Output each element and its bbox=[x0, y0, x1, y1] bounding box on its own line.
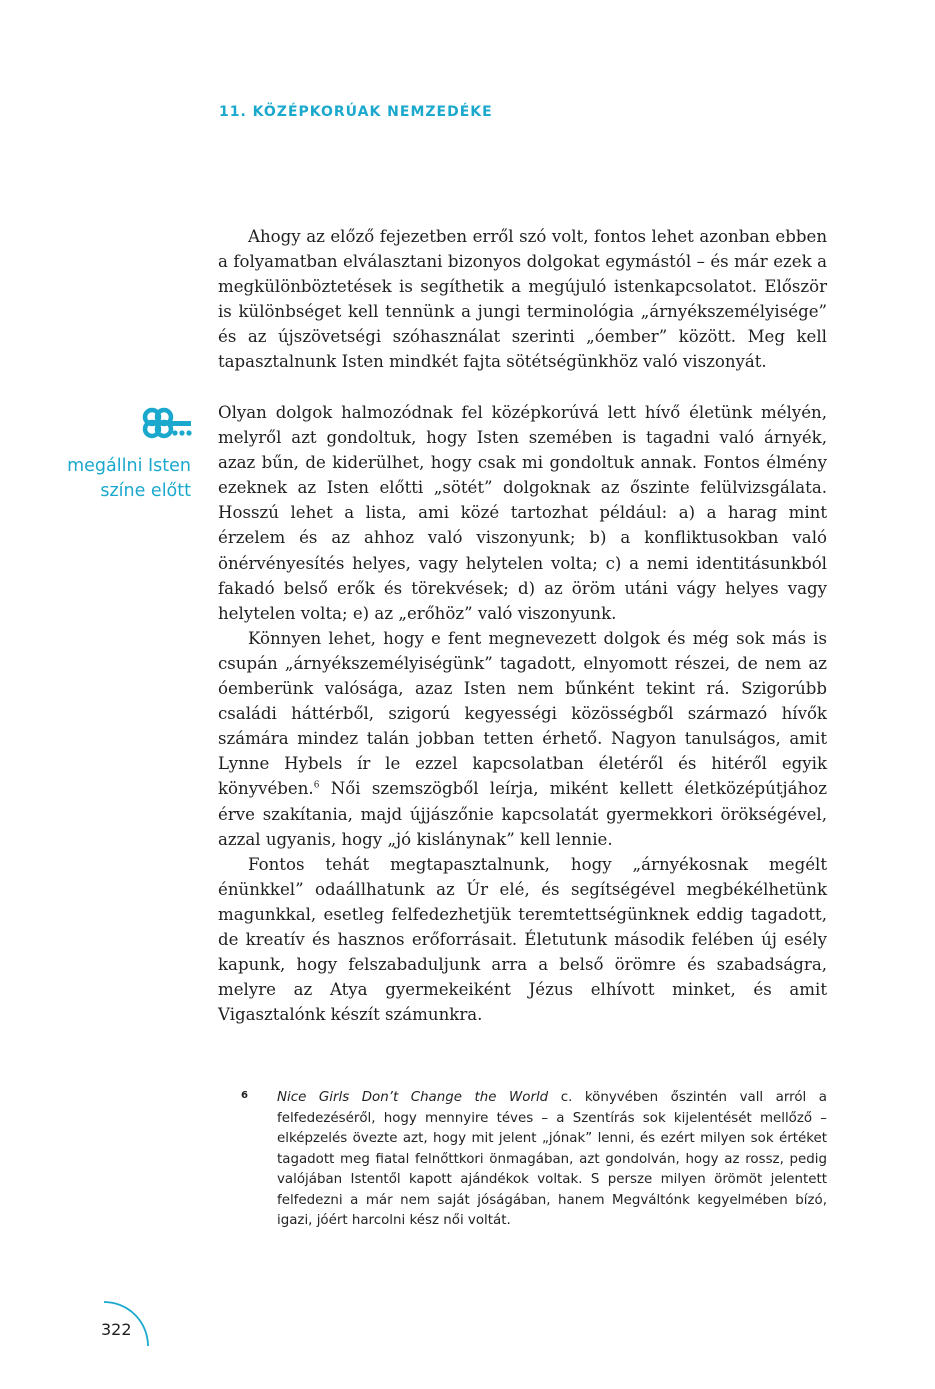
paragraph: Ahogy az előző fejezetben erről szó volt, fontos lehet azonban ebben a folyamatban elválasztani bizonyos dolgokat egymástól – és már ezek a megkülönböztetések is segíthetik a megújuló istenkapcsolatot. Először is különbséget kell tennünk a jungi terminológia „árnyékszemélyisége” és az újszövetségi szóhasználat szerinti „óember” között. Meg kell tapasztalnunk Isten mindkét fajta sötétségünkhöz való viszonyát. bbox=[218, 227, 827, 372]
paragraph bbox=[218, 626, 827, 852]
page-number: 322 bbox=[101, 1320, 132, 1339]
running-head: 11. KÖZÉPKORÚAK NEMZEDÉKE bbox=[219, 104, 493, 120]
paragraph-text: Női szemszögből leírja, miként kellett életközépútjához érve szakítania, majd újjászőnie kapcsolatát gyermekkori örökségével, azzal ugyanis, hogy „jó kislánynak” kell lennie. bbox=[218, 779, 827, 849]
paragraph: Olyan dolgok halmozódnak fel középkorúvá lett hívő életünk mélyén, melyről azt gondoltuk, hogy Isten szemében is tagadni való árnyék, azaz bűn, de kiderülhet, hogy csak mi gondoltuk annak. Fontos élmény ezeknek az Isten előtti „sötét” dolgoknak az őszinte felülvizsgálata. Hosszú lehet a lista, ami közé tartozhat például: a) a harag mint érzelem és az ahhoz való viszonyunk; b) a konfliktusokban való önérvényesítés helyes, vagy helytelen volta; c) a nemi identitásunkból fakadó belső erők és törekvések; d) az öröm utáni vágy helyes vagy helytelen volta; e) az „erőhöz” való viszonyunk. bbox=[218, 403, 827, 623]
footnote bbox=[241, 1088, 827, 1232]
footnote-number: 6 bbox=[241, 1090, 248, 1101]
key-icon bbox=[140, 406, 192, 446]
footnote-text bbox=[277, 1088, 827, 1232]
margin-note-line: megállni Isten bbox=[67, 456, 191, 476]
paragraph-text: Könnyen lehet, hogy e fent megnevezett dolgok és még sok más is csupán „árnyékszemélyiségünk” tagadott, elnyomott részei, de nem az óemberünk valósága, azaz Isten nem bűnként tekint rá. Szigorúbb családi háttérből, szigorú kegyességi közösségből származó hívők számára mindez talán jobban tetten érhető. Nagyon tanulságos, amit Lynne Hybels ír le ezzel kapcsolatban életéről és hitéről egyik könyvében. bbox=[218, 628, 827, 799]
paragraph: Fontos tehát megtapasztalnunk, hogy „árnyékosnak megélt énünkkel” odaállhatunk az Úr elé, és segítségével megbékélhetünk magunkkal, esetleg felfedezhetjük teremtettségünknek eddig tagadott, de kreatív és hasznos erőforrásait. Életutunk második felében új esély kapunk, hogy felszabaduljunk arra a belső örömre és szabadságra, melyre az Atya gyermekeiként Jézus elhívott minket, és amit Vigasztalónk készít számunkra. bbox=[218, 854, 827, 1025]
footnote-reference[interactable]: 6 bbox=[313, 780, 320, 791]
margin-note bbox=[67, 454, 191, 504]
body-text-block-1 bbox=[218, 224, 827, 375]
margin-note-line: színe előtt bbox=[100, 481, 191, 501]
footnote-book-title: Nice Girls Don’t Change the World bbox=[277, 1090, 549, 1105]
footnote-body: c. könyvében őszintén vall arról a felfedezéséről, hogy mennyire téves – a Szentírás sok kijelentését mellőző – elképzelés övezte azt, hogy mit jelent „jónak” lenni, és ezért milyen sok értéket tagadott meg fiatal felnőttkori önmagában, azt gondolván, hogy az rossz, pedig valójában Istentől kapott ajándékok voltak. S persze milyen örömöt jelentett felfedezni a már nem saját jóságában, hanem Megváltónk kegyelmében bízó, igazi, jóért harcolni kész női voltát. bbox=[277, 1090, 827, 1228]
body-text-block-2 bbox=[218, 400, 827, 1027]
